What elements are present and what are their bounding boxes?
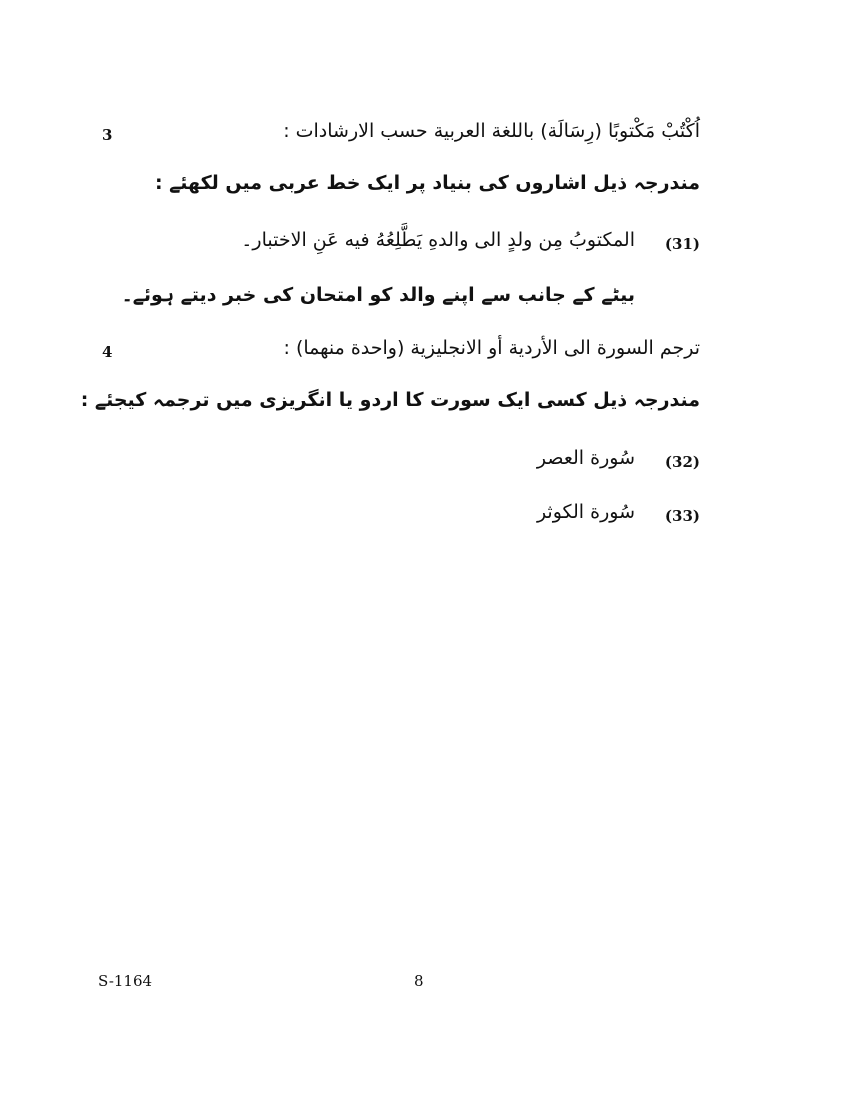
page-number: 8 [414,972,424,990]
section-1-instruction-urdu: مندرجہ ذیل اشاروں کی بنیاد پر ایک خط عربی میں لکھئے : [154,172,700,194]
section-2-instruction-urdu: مندرجہ ذیل کسی ایک سورت کا اردو یا انگریزی میں ترجمہ کیجئے : [80,389,700,411]
section-1-instruction-arabic: اُكْتُبْ مَكْتوبًا (رِسَالَة) باللغة العربية حسب الارشادات : [283,120,700,142]
question-32-number: (32) [664,453,700,471]
question-31-number: (31) [664,235,700,253]
question-33-text: سُورة الكوثر [536,501,635,523]
section-2-instruction-arabic: ترجم السورة الى الأردية أو الانجليزية (واحدة منهما) : [283,337,700,359]
question-31-arabic: المكتوبُ مِن ولدٍ الى والدهِ يَطَّلِعُهُ فيه عَنِ الاختبار۔ [241,229,635,251]
section-2-marks: 4 [102,343,113,361]
question-31-urdu: بیٹے کے جانب سے اپنے والد کو امتحان کی خبر دیتے ہوئے۔ [121,284,635,306]
paper-code: S-1164 [98,972,153,990]
section-1-marks: 3 [102,126,113,144]
question-33-number: (33) [664,507,700,525]
question-32-text: سُورة العصر [536,447,635,469]
